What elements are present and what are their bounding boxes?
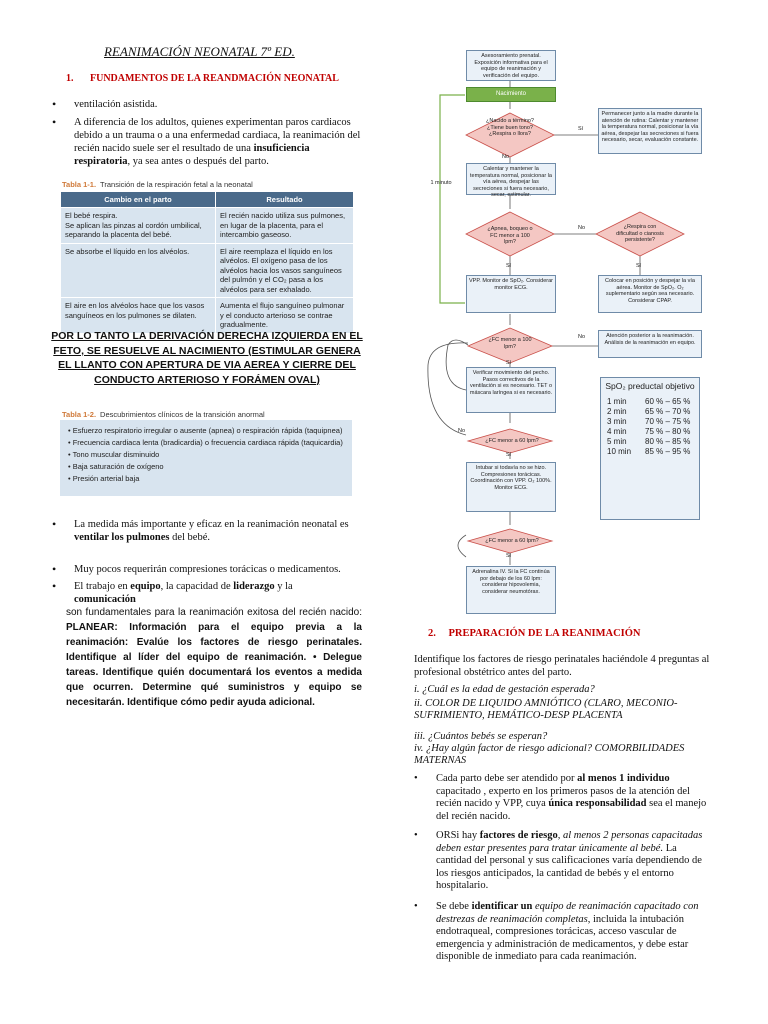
bullet-risk-factors: • ORSi hay factores de riesgo, al menos 2 personas capacitadas deben estar presentes para tratar únicamente al bebé. La cantidad del personal y sus calificaciones varía dependiendo de los riesgos anticipados, la cantidad de bebés y el entorno hospitalario. — [414, 830, 703, 891]
section-2-heading — [428, 628, 641, 639]
yes-label: Sí — [636, 263, 642, 269]
bullet-one-individual: • Cada parto debe ser atendido por al menos 1 individuo capacitado , experto en los primeros pasos de la atención del recién nacido y VPP, cuya única responsabilidad sea el manejo del recién nacido. — [414, 773, 707, 822]
yes-label: Sí — [578, 126, 584, 132]
intubate-box: Intubar si todavía no se hizo. Compresiones torácicas. Coordinación con VPP. O₂ 100%. Monitor ECG. — [466, 462, 556, 512]
section-2-number: 2. — [428, 628, 436, 639]
question-iii: iii. ¿Cuántos bebés se esperan? — [414, 731, 548, 742]
verify-chest-box: Verificar movimiento del pecho. Pasos correctivos de la ventilación si es necesario. TET o máscara laríngea si es necesario. — [466, 367, 556, 413]
table-1 — [60, 191, 354, 334]
hr-100-question: ¿FC menor a 100 lpm? — [488, 337, 532, 350]
birth-box: Nacimiento — [466, 87, 556, 102]
bullet-ventilate-lungs: • La medida más importante y eficaz en la reanimación neonatal es ventilar los pulmones del bebé. — [52, 517, 349, 543]
question-i: i. ¿Cuál es la edad de gestación esperada? — [414, 684, 595, 695]
yes-label: Sí — [506, 360, 512, 366]
hr-60-question: ¿FC menor a 60 lpm? — [485, 438, 539, 444]
breathing-difficulty-question: ¿Respira con dificultad o cianosis persistente? — [616, 224, 664, 244]
no-label: No — [578, 334, 586, 340]
bullet-ventilation: • ventilación asistida. — [52, 97, 158, 111]
list-item: • Frecuencia cardiaca lenta (bradicardia) o frecuencia cardiaca rápida (taquicardia) — [68, 438, 343, 447]
bullet-few-require: • Muy pocos requerirán compresiones torácicas o medicamentos. — [52, 562, 341, 576]
list-item: 5 min 80 % – 85 % — [607, 437, 691, 446]
no-label: No — [502, 154, 510, 160]
spo2-target-table — [600, 377, 700, 520]
table-row: Se absorbe el líquido en los alvéolos. El aire reemplaza el líquido en los alvéolos. El oxígeno pasa de los alvéolos hacia los vasos sanguíneos del pulmón y el CO₂ pasa a los alvéolos para ser exhalado. — [61, 243, 354, 298]
hr-60-question-2: ¿FC menor a 60 lpm? — [485, 538, 539, 544]
warm-box: Calentar y mantener la temperatura normal, posicionar la vía aérea, despejar las secreciones si fuera necesario, secar, estimular. — [466, 163, 556, 195]
table-1-header: Cambio en el parto — [61, 192, 216, 208]
yes-label: Sí — [506, 553, 512, 559]
question-iv: iv. ¿Hay algún factor de riesgo adicional? COMORBILIDADES MATERNAS — [414, 743, 685, 766]
list-item: • Baja saturación de oxígeno — [68, 462, 164, 471]
spo2-title: SpO₂ preductal objetivo — [605, 381, 695, 391]
vpp-box: VPP. Monitor de SpO₂. Considerar monitor ECG. — [466, 275, 556, 313]
position-airway-box: Colocar en posición y despejar la vía aérea. Monitor de SpO₂. O₂ suplementario según sea necesario. Considerar CPAP. — [598, 275, 702, 313]
list-item: 10 min 85 % – 95 % — [607, 447, 691, 456]
list-item: • Tono muscular disminuido — [68, 450, 160, 459]
section-1-title: FUNDAMENTOS DE LA REANDMACIÓN NEONATAL — [90, 73, 339, 84]
planning-paragraph: son fundamentales para la reanimación exitosa del recién nacido: PLANEAR: Información para el equipo previa a la reanimación: Evalúe los factores de riesgo perinatales. Identifique al líder del equipo de reanimación. • Delegue tareas. Identifique quién documentará los eventos a medida que ocurren. Determine qué suministros y equipo se necesitarán. Identifique cómo pedir ayuda adicional. — [66, 607, 362, 708]
term-question: ¿Nacido a término? ¿Tiene buen tono? ¿Respira o llora? — [486, 118, 534, 138]
list-item: 4 min 75 % – 80 % — [607, 427, 691, 436]
bullet-identify-team: • Se debe identificar un equipo de reanimación capacitado con destrezas de reanimación completas, incluida la intubación endotraqueal, compresiones torácicas, acceso vascular de emergencia y administración de medicamentos, y debe estar disponible de inmediato para cada reanimación. — [414, 901, 699, 962]
yes-label: Sí — [506, 452, 512, 458]
routine-care-box: Permanecer junto a la madre durante la atención de rutina: Calentar y mantener la temperatura normal, posicionar la vía aérea, despejar las secreciones si fuera necesario, secar, evaluación constante. — [598, 108, 702, 154]
prenatal-box: Asesoramiento prenatal. Exposición informativa para el equipo de reanimación y verificación del equipo. — [466, 50, 556, 81]
risk-intro: Identifique los factores de riesgo perinatales haciéndole 4 preguntas al profesional obstétrico antes del parto. — [414, 654, 710, 678]
yes-label: Sí — [506, 263, 512, 269]
table-1-header: Resultado — [216, 192, 354, 208]
section-1-heading — [66, 73, 339, 84]
post-resuscitation-box: Atención posterior a la reanimación. Análisis de la reanimación en equipo. — [598, 330, 702, 358]
list-item: • Presión arterial baja — [68, 474, 140, 483]
list-item: • Esfuerzo respiratorio irregular o ausente (apnea) o respiración rápida (taquipnea) — [68, 426, 343, 435]
list-item: 2 min 65 % – 70 % — [607, 407, 691, 416]
adrenaline-box: Adrenalina IV. Si la FC continúa por debajo de los 60 lpm: considerar hipovolemia, considerar neumotórax. — [466, 566, 556, 614]
section-1-number: 1. — [66, 73, 74, 84]
apnea-question: ¿Apnea, boqueo o FC menor a 100 lpm? — [487, 226, 533, 246]
list-item: 3 min 70 % – 75 % — [607, 417, 691, 426]
document-title: REANIMACIÓN NEONATAL 7º ED. — [104, 44, 295, 59]
list-item: 1 min 60 % – 65 % — [607, 397, 691, 406]
no-label: No — [458, 428, 466, 434]
table-row: El bebé respira. Se aplican las pinzas al cordón umbilical, separando la placenta del bebé. El recién nacido utiliza sus pulmones, en lugar de la placenta, para el intercambio gaseoso. — [61, 208, 354, 244]
table-2-caption: Tabla 1-2. Descubrimientos clínicos de la transición anormal — [62, 410, 265, 419]
table-row: El aire en los alvéolos hace que los vasos sanguíneos en los pulmones se dilaten. Aumenta el flujo sanguíneo pulmonar y el conducto arterioso se contrae gradualmente. — [61, 298, 354, 334]
no-label: No — [578, 225, 586, 231]
one-minute-label: 1 minuto — [430, 180, 452, 186]
table-1-caption: Tabla 1-1. Transición de la respiración fetal a la neonatal — [62, 180, 253, 189]
question-ii: ii. COLOR DE LIQUIDO AMNIÓTICO (CLARO, MECONIO-SUFRIMIENTO, HEMÁTICO-DESP PLACENTA — [414, 698, 678, 721]
section-2-title: PREPARACIÓN DE LA REANIMACIÓN — [448, 628, 641, 639]
bullet-adults-difference: • A diferencia de los adultos, quienes experimentan paros cardiacos debido a un trauma o a una enfermedad cardiaca, la reanimación del recién nacido suele ser el resultado de una insuficiencia respiratoria, ya sea antes o después del parto. — [52, 115, 361, 167]
table-2 — [60, 420, 352, 496]
bullet-teamwork: • El trabajo en equipo, la capacidad de liderazgo y la comunicación — [52, 579, 293, 605]
derivation-note: POR LO TANTO LA DERIVACIÓN DERECHA IZQUIERDA EN EL FETO, SE RESUELVE AL NACIMIENTO (ESTIMULAR GENERA EL LLANTO CON APERTURA DE VIA AEREA Y CIERRE DEL CONDUCTO ARTERIOSO Y FORÁMEN OVAL) — [51, 330, 363, 386]
